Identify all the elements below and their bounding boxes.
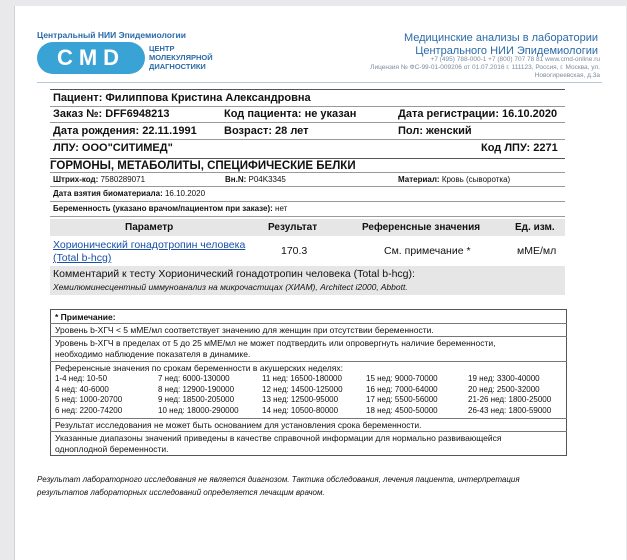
lab-name: Центральный НИИ Эпидемиологии bbox=[37, 30, 186, 40]
week-range-cell: 1-4 нед: 10-50 bbox=[55, 374, 108, 383]
week-range-cell: 13 нед: 12500-95000 bbox=[262, 395, 339, 404]
pregnancy-field: Беременность (указано врачом/пациентом при заказе): нет bbox=[53, 204, 288, 213]
week-range-cell: 15 нед: 9000-70000 bbox=[366, 374, 438, 383]
header-divider bbox=[37, 82, 602, 83]
test-reference: См. примечание * bbox=[384, 245, 471, 257]
age: Возраст: 28 лет bbox=[224, 125, 309, 137]
note-line-1: Уровень b-ХГЧ < 5 мМЕ/мл соответствует значению для женщин при отсутствии беременности. bbox=[55, 325, 434, 335]
week-range-cell: 21-26 нед: 1800-25000 bbox=[468, 395, 552, 404]
cmd-logo: CMD bbox=[37, 42, 145, 74]
sex: Пол: женский bbox=[398, 125, 472, 137]
week-range-cell: 17 нед: 5500-56000 bbox=[366, 395, 438, 404]
lpu: ЛПУ: ООО"СИТИМЕД" bbox=[53, 142, 173, 154]
note-line-2: Уровень b-ХГЧ в пределах от 5 до 25 мМЕ/мл не может подтвердить или опровергнуть наличие беременности, bbox=[55, 338, 496, 348]
section-title: ГОРМОНЫ, МЕТАБОЛИТЫ, СПЕЦИФИЧЕСКИЕ БЕЛКИ bbox=[50, 160, 356, 172]
patient-name: Пациент: Филиппова Кристина Александровна bbox=[53, 92, 311, 104]
week-range-cell: 19 нед: 3300-40000 bbox=[468, 374, 540, 383]
week-range-cell: 6 нед: 2200-74200 bbox=[55, 405, 123, 415]
week-range-cell: 10 нед: 18000-290000 bbox=[158, 405, 239, 415]
lpu-code: Код ЛПУ: 2271 bbox=[481, 142, 558, 154]
week-range-cell: 8 нед: 12900-190000 bbox=[158, 384, 235, 394]
barcode-field: Штрих-код: 7580289071 bbox=[53, 175, 146, 184]
week-range-cell: 20 нед: 2500-32000 bbox=[468, 384, 540, 394]
comment-body: Хемилюминесцентный иммуноанализ на микрочастицах (ХИАМ), Architect i2000, Abbott. bbox=[53, 282, 408, 292]
note-line-5: Указанные диапазоны значений приведены в качестве справочной информации для нормально развивающейся bbox=[55, 433, 502, 443]
sample-date-field: Дата взятия биоматериала: 16.10.2020 bbox=[53, 189, 206, 198]
col-reference: Референсные значения bbox=[362, 222, 481, 233]
test-unit: мМЕ/мл bbox=[517, 245, 557, 257]
note-line-3: необходимо наблюдение показателя в динамике. bbox=[55, 349, 251, 359]
week-range-cell: 5 нед: 1000-20700 bbox=[55, 395, 123, 404]
registration-date: Дата регистрации: 16.10.2020 bbox=[398, 108, 558, 120]
comment-title: Комментарий к тесту Хорионический гонадотропин человека (Total b-hcg): bbox=[53, 268, 415, 280]
patient-code: Код пациента: не указан bbox=[224, 108, 357, 120]
contacts: +7 (495) 788-000-1 +7 (800) 707 78 81 www.cmd-online.ru Лицензия № ФС-99-01-009206 от 01.07.2016 г. 111123, Россия, г. Москва, ул. Новогиреевская, д.3а bbox=[370, 56, 600, 79]
week-range-cell: 16 нед: 7000-64000 bbox=[366, 384, 438, 394]
week-range-cell: 14 нед: 10500-80000 bbox=[262, 405, 339, 415]
week-range-cell: 7 нед: 6000-130000 bbox=[158, 374, 230, 383]
footer-line-2: результатов лабораторных исследований определяется лечащим врачом. bbox=[37, 488, 325, 497]
note-title: * Примечание: bbox=[55, 312, 116, 322]
week-range-cell: 9 нед: 18500-205000 bbox=[158, 395, 235, 404]
test-name-link[interactable]: Хорионический гонадотропин человека bbox=[53, 239, 246, 251]
material-field: Материал: Кровь (сыворотка) bbox=[398, 175, 511, 184]
footer-line-1: Результат лабораторного исследования не является диагнозом. Тактика обследования, лечения пациента, интерпретация bbox=[37, 475, 520, 484]
logo-subtitle: ЦЕНТР МОЛЕКУЛЯРНОЙ ДИАГНОСТИКИ bbox=[149, 44, 213, 71]
test-code-link[interactable]: (Total b-hcg) bbox=[53, 252, 112, 264]
week-range-cell: 12 нед: 14500-125000 bbox=[262, 384, 343, 394]
ref-weeks-title: Референсные значения по срокам беременности в акушерских неделях: bbox=[55, 363, 343, 373]
note-line-6: одноплодной беременности. bbox=[55, 444, 169, 454]
lab-title: Медицинские анализы в лаборатории Центрального НИИ Эпидемиологии bbox=[403, 32, 598, 57]
week-range-cell: 18 нед: 4500-50000 bbox=[366, 405, 438, 415]
order-number: Заказ №: DFF6948213 bbox=[53, 108, 170, 120]
week-range-cell: 11 нед: 16500-180000 bbox=[262, 374, 342, 383]
col-param: Параметр bbox=[125, 222, 174, 233]
note-line-4: Результат исследования не может быть основанием для установления срока беременности. bbox=[55, 420, 422, 430]
test-result: 170.3 bbox=[281, 245, 308, 257]
week-range-cell: 26-43 нед: 1800-59000 bbox=[468, 405, 552, 415]
col-result: Результат bbox=[268, 222, 318, 233]
week-range-cell: 4 нед: 40-6000 bbox=[55, 384, 109, 394]
internal-number-field: Вн.N: P04K3345 bbox=[225, 175, 286, 184]
birth-date: Дата рождения: 22.11.1991 bbox=[53, 125, 197, 137]
col-unit: Ед. изм. bbox=[515, 222, 555, 233]
